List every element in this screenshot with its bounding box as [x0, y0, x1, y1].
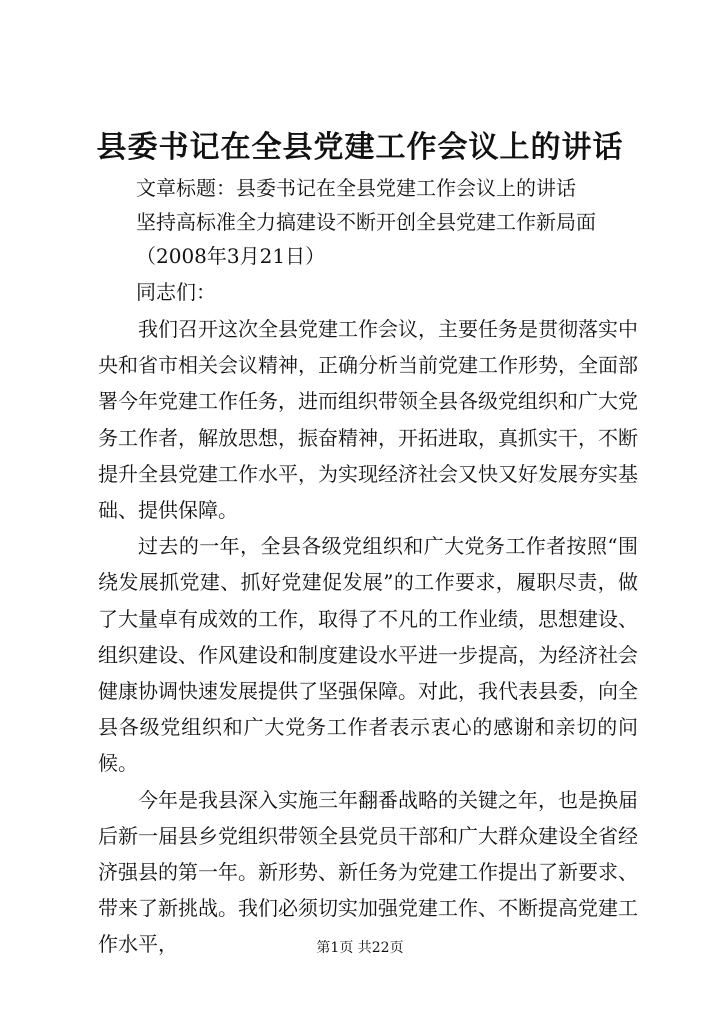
paragraph-1: 我们召开这次全县党建工作会议，主要任务是贯彻落实中央和省市相关会议精神，正确分析当前党建工作形势，全面部署今年党建工作任务，进而组织带领全县各级党组织和广大党务工作者，解放思想，振奋精神，开拓进取，真抓实干，不断提升全县党建工作水平，为实现经济社会又快又好发展夯实基础、提供保障。: [98, 317, 638, 523]
subtitle-line: 坚持高标准全力搞建设不断开创全县党建工作新局面: [136, 210, 596, 234]
speech-body: [98, 311, 638, 963]
paragraph-2: 过去的一年，全县各级党组织和广大党务工作者按照“围绕发展抓党建、抓好党建促发展”的工作要求，履职尽责，做了大量卓有成效的工作，取得了不凡的工作业绩，思想建设、组织建设、作风建设和制度建设水平进一步提高，为经济社会健康协调快速发展提供了坚强保障。对此，我代表县委，向全县各级党组织和广大党务工作者表示衷心的感谢和亲切的问候。: [98, 534, 638, 776]
paragraph-3: 今年是我县深入实施三年翻番战略的关键之年，也是换届后新一届县乡党组织带领全县党员干部和广大群众建设全省经济强县的第一年。新形势、新任务为党建工作提出了新要求、带来了新挑战。我们必须切实加强党建工作、不断提高党建工作水平，: [98, 787, 638, 957]
document-title: 县委书记在全县党建工作会议上的讲话: [96, 130, 624, 165]
page-footer: 第1页 共22页: [316, 940, 404, 956]
salutation: 同志们：: [136, 280, 216, 304]
article-title-line: 文章标题：县委书记在全县党建工作会议上的讲话: [136, 176, 576, 200]
date-line: （2008年3月21日）: [136, 244, 326, 268]
